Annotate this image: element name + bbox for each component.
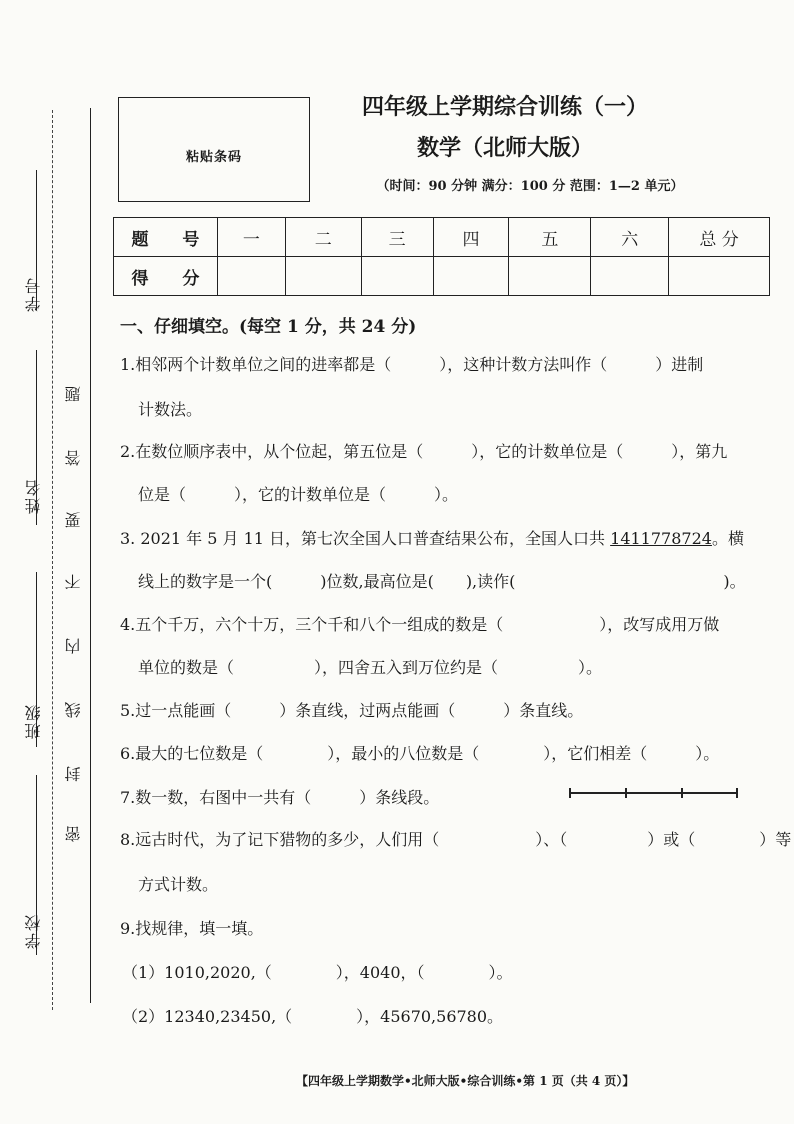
score-table-header: 三 [361,218,433,257]
question-7: 7.数一数，右图中一共有（ ）条线段。 [120,788,440,807]
segment-tick [681,788,683,798]
question-3-line-2: 线上的数字是一个( )位数,最高位是( ),读作( )。 [138,572,746,591]
score-cell[interactable] [285,257,361,296]
seal-char: 题 [64,386,83,402]
seal-char: 封 [64,766,83,782]
score-table-header: 一 [217,218,285,257]
question-4-line-1: 4.五个千万，六个十万，三个千和八个一组成的数是（ ），改写成用万做 [120,615,720,634]
question-9-part-2: （2）12340,23450,（ ），45670,56780。 [122,1007,504,1026]
fold-dashed-line [52,110,53,1010]
question-3-line-1 [120,526,744,549]
section-heading: 一、仔细填空。(每空 1 分，共 24 分) [120,317,417,337]
seal-char: 答 [64,450,83,466]
label-name: 姓名 [24,478,43,514]
score-table-row-label: 得 分 [114,257,218,296]
page-subtitle: 数学（北师大版） [416,135,593,161]
question-6: 6.最大的七位数是（ ），最小的八位数是（ ），它们相差（ ）。 [120,744,720,763]
line-segment-figure [570,792,738,794]
question-3-text-b: 。横 [711,529,744,548]
score-cell[interactable] [669,257,770,296]
label-class: 班级 [24,703,43,739]
question-2-line-1: 2.在数位顺序表中，从个位起，第五位是（ ），它的计数单位是（ ），第九 [120,442,728,461]
seal-char: 密 [64,826,83,842]
question-1-line-1: 1.相邻两个计数单位之间的进率都是（ ），这种计数方法叫作（ ）进制 [120,355,704,374]
seal-char: 内 [64,638,83,654]
score-table-header: 题 号 [114,218,218,257]
question-8-line-1: 8.远古时代，为了记下猎物的多少，人们用（ ）、（ ）或（ ）等 [120,830,792,849]
score-table [113,217,770,296]
score-table-header: 总 分 [669,218,770,257]
score-cell[interactable] [433,257,509,296]
binding-line [90,108,91,1003]
question-9: 9.找规律，填一填。 [120,919,264,938]
question-9-part-1: （1）1010,2020,（ ），4040，（ ）。 [122,963,513,982]
barcode-box [118,97,310,202]
segment-tick [569,788,571,798]
score-cell[interactable] [509,257,591,296]
exam-meta: （时间：90 分钟 满分：100 分 范围：1—2 单元） [376,179,684,194]
score-table-score-row [114,257,770,296]
question-1-line-2: 计数法。 [138,400,203,419]
seal-char: 线 [64,702,83,718]
segment-tick [736,788,738,798]
seal-char: 要 [64,512,83,528]
population-number: 1411778724 [610,529,712,548]
label-school: 学校 [24,913,43,949]
score-table-header: 五 [509,218,591,257]
question-8-line-2: 方式计数。 [138,875,219,894]
question-3-text-a: 3. 2021 年 5 月 11 日，第七次全国人口普查结果公布，全国人口共 [120,529,611,548]
score-cell[interactable] [591,257,669,296]
score-table-header: 二 [285,218,361,257]
score-table-header-row [114,218,770,257]
label-student-id: 学号 [24,276,43,312]
score-table-header: 六 [591,218,669,257]
question-5: 5.过一点能画（ ）条直线，过两点能画（ ）条直线。 [120,701,584,720]
score-cell[interactable] [217,257,285,296]
page-footer: 【四年级上学期数学•北师大版•综合训练•第 1 页（共 4 页）】 [296,1074,635,1088]
question-4-line-2: 单位的数是（ ），四舍五入到万位约是（ ）。 [138,658,603,677]
seal-char: 不 [64,574,83,590]
question-2-line-2: 位是（ ），它的计数单位是（ ）。 [138,485,459,504]
segment-tick [625,788,627,798]
barcode-label: 粘贴条码 [185,150,242,165]
page-title: 四年级上学期综合训练（一） [361,94,648,120]
score-table-header: 四 [433,218,509,257]
score-cell[interactable] [361,257,433,296]
